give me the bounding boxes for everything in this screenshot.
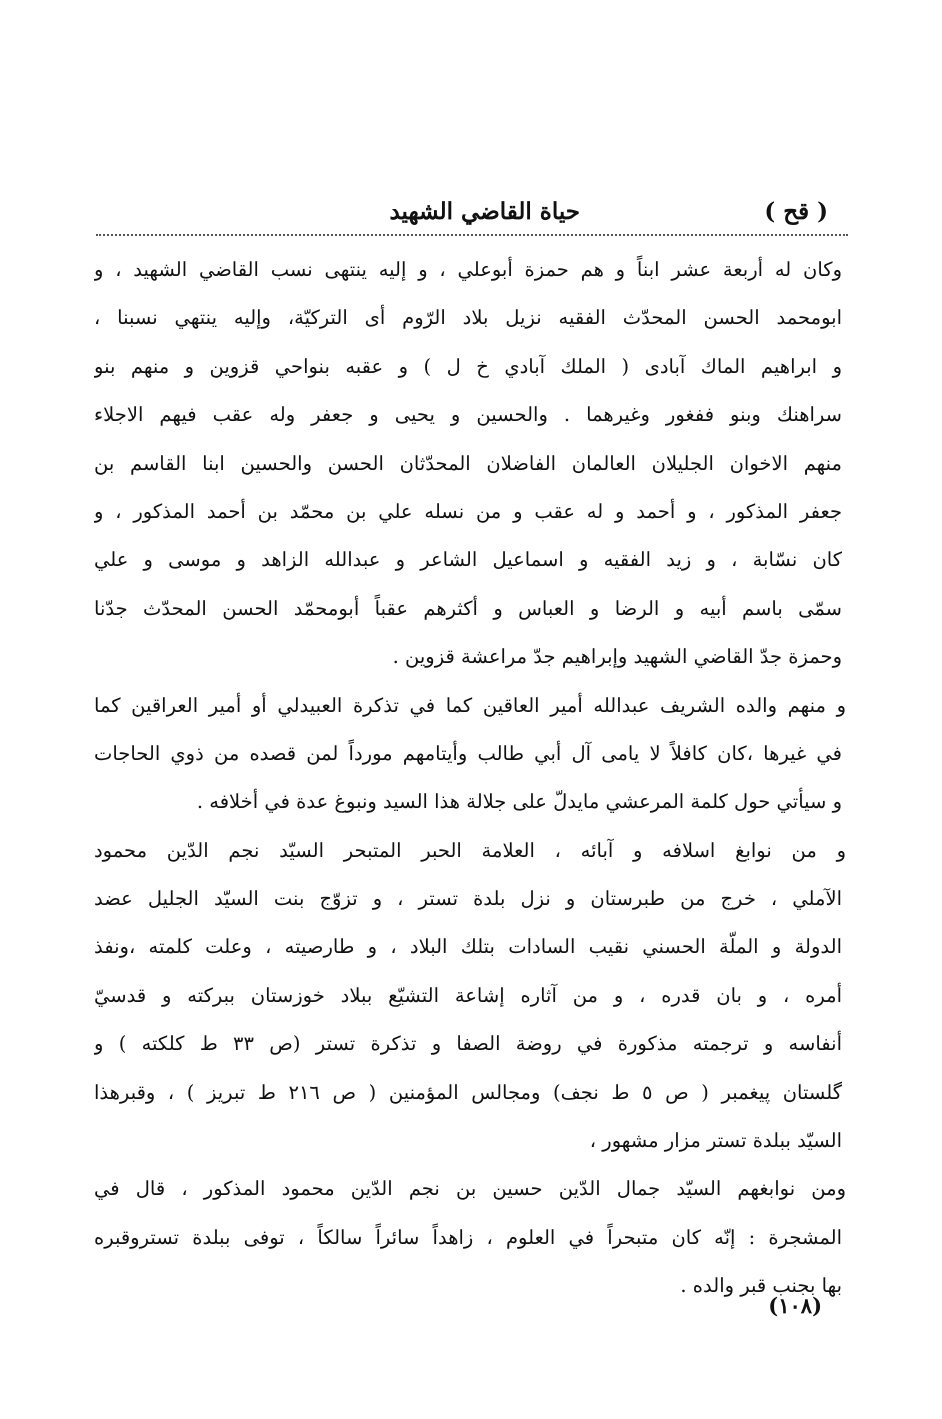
text-line: الآملي ، خرج من طبرستان و نزل بلدة تستر ، و تزوّج بنت السيّد الجليل عضد <box>94 887 842 911</box>
text-line: أمره ، و بان قدره ، و من آثاره إشاعة التشيّع ببلاد خوزستان ببركته و قدسيّ <box>94 983 842 1007</box>
page-code: ( قح ) <box>764 198 828 225</box>
text-line: و سيأتي حول كلمة المرعشي مايدلّ على جلالة هذا السيد ونبوغ عدة في أخلافه . <box>196 790 842 814</box>
text-line: كان نسّابة ، و زيد الفقيه و اسماعيل الشاعر و عبدالله الزاهد و موسى و علي <box>94 548 842 572</box>
text-line: أنفاسه و ترجمته مذكورة في روضة الصفا و تذكرة تستر (ص ٣٣ ط كلكته ) و <box>94 1032 842 1056</box>
text-line: ابومحمد الحسن المحدّث الفقيه نزيل بلاد الرّوم أى التركيّة، وإليه ينتهي نسبنا ، <box>94 306 842 330</box>
text-line: و منهم والده الشريف عبدالله أمير العاقين كما في تذكرة العبيدلي أو أمير العراقين كما <box>94 693 846 717</box>
text-line: في غيرها ،كان كافلاً لا يامى آل أبي طالب وأيتامهم مورداً لمن قصده من ذوي الحاجات <box>94 741 842 765</box>
text-line: المشجرة : إنّه كان متبحراً في العلوم ، زاهداً سائراً سالكاً ، توفى ببلدة تستروقبره <box>94 1225 842 1249</box>
text-line: بها بجنب قبر والده . <box>680 1274 842 1298</box>
text-line: ومن نوابغهم السيّد جمال الدّين حسين بن نجم الدّين محمود المذكور ، قال في <box>94 1177 846 1201</box>
text-line: السيّد ببلدة تستر مزار مشهور ، <box>589 1129 842 1153</box>
text-line: وحمزة جدّ القاضي الشهيد وإبراهيم جدّ مراعشة قزوين . <box>392 645 842 669</box>
text-line: و من نوابغ اسلافه و آبائه ، العلامة الحبر المتبحر السيّد نجم الدّين محمود <box>94 838 846 862</box>
body-text <box>94 246 846 1311</box>
running-title: حياة القاضي الشهيد <box>389 198 580 225</box>
text-line: گلستان پيغمبر ( ص ٥ ط نجف) ومجالس المؤمنين ( ص ٢١٦ ط تبريز ) ، وقبرهذا <box>94 1080 842 1104</box>
header-divider <box>96 234 848 236</box>
text-line: منهم الاخوان الجليلان العالمان الفاضلان المحدّثان الحسن والحسين ابنا القاسم بن <box>94 451 842 475</box>
text-line: جعفر المذكور ، و أحمد و له عقب و من نسله علي بن محمّد بن أحمد المذكور ، و <box>94 499 842 523</box>
text-line: الدولة و الملّة الحسني نقيب السادات بتلك البلاد ، و طارصيته ، وعلت كلمته ،ونفذ <box>94 935 842 959</box>
page-number: (١٠٨) <box>768 1293 822 1318</box>
text-line: وكان له أربعة عشر ابناً و هم حمزة أبوعلي ، و إليه ينتهى نسب القاضي الشهيد ، و <box>94 258 842 281</box>
text-line: و ابراهيم الماك آبادى ( الملك آبادي خ ل ) و عقبه بنواحي قزوين و منهم بنو <box>94 354 842 378</box>
text-line: سراهنك وبنو ففغور وغيرهما . والحسين و يحيى و جعفر وله عقب فيهم الاجلاء <box>94 403 842 427</box>
text-line: سمّى باسم أبيه و الرضا و العباس و أكثرهم عقباً أبومحمّد الحسن المحدّث جدّنا <box>94 596 842 620</box>
page-header <box>100 198 850 232</box>
